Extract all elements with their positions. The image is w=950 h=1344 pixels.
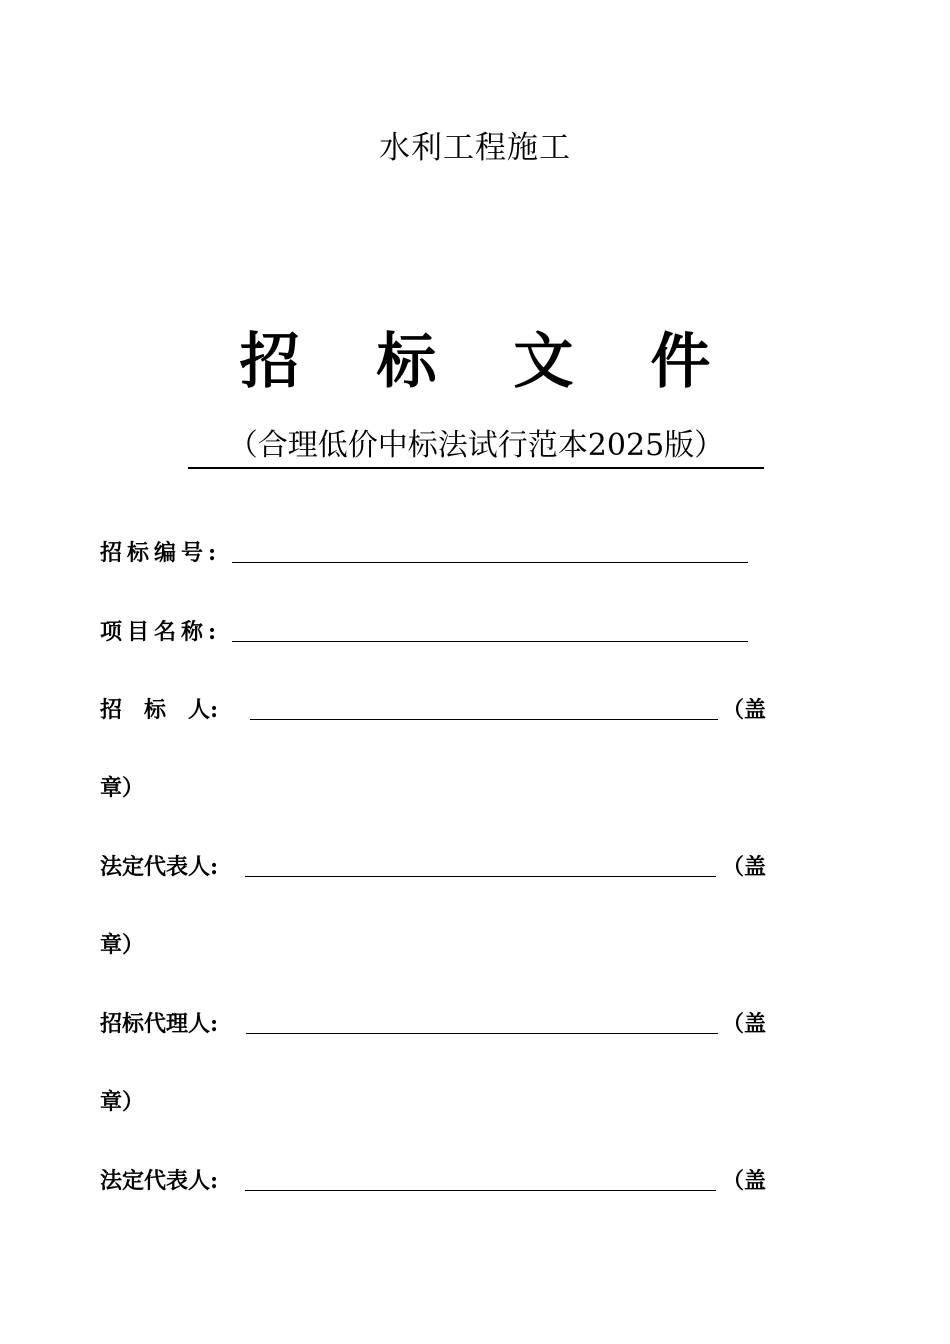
seal-note-start: （盖	[722, 1011, 767, 1037]
seal-note-end: 章）	[100, 1089, 145, 1115]
field-label: 招标编号:	[100, 540, 222, 566]
project-title: 水利工程施工	[379, 130, 571, 166]
document-title: 招 标 文 件	[239, 327, 739, 397]
field-label: 招标代理人:	[100, 1011, 219, 1037]
seal-note-end: 章）	[100, 932, 145, 958]
field-label: 项目名称:	[100, 619, 222, 645]
fill-line[interactable]	[246, 1033, 718, 1034]
field-project-name	[100, 617, 750, 647]
field-agent-legal-representative	[100, 1166, 770, 1196]
fill-line[interactable]	[250, 719, 718, 720]
field-label: 法定代表人:	[100, 854, 219, 880]
field-tenderer	[100, 695, 770, 725]
field-label: 法定代表人:	[100, 1168, 219, 1194]
field-tender-agent	[100, 1009, 770, 1039]
field-tender-number	[100, 538, 750, 568]
fill-line[interactable]	[232, 562, 748, 563]
document-subtitle: （合理低价中标法试行范本2025版）	[188, 425, 764, 469]
field-label: 招 标 人:	[100, 697, 219, 723]
seal-note-end: 章）	[100, 775, 145, 801]
seal-note-start: （盖	[722, 854, 767, 880]
fill-line[interactable]	[232, 641, 748, 642]
seal-note-start: （盖	[722, 697, 767, 723]
seal-note-start: （盖	[722, 1168, 767, 1194]
fill-line[interactable]	[245, 1190, 716, 1191]
fill-line[interactable]	[245, 876, 716, 877]
field-legal-representative	[100, 852, 770, 882]
